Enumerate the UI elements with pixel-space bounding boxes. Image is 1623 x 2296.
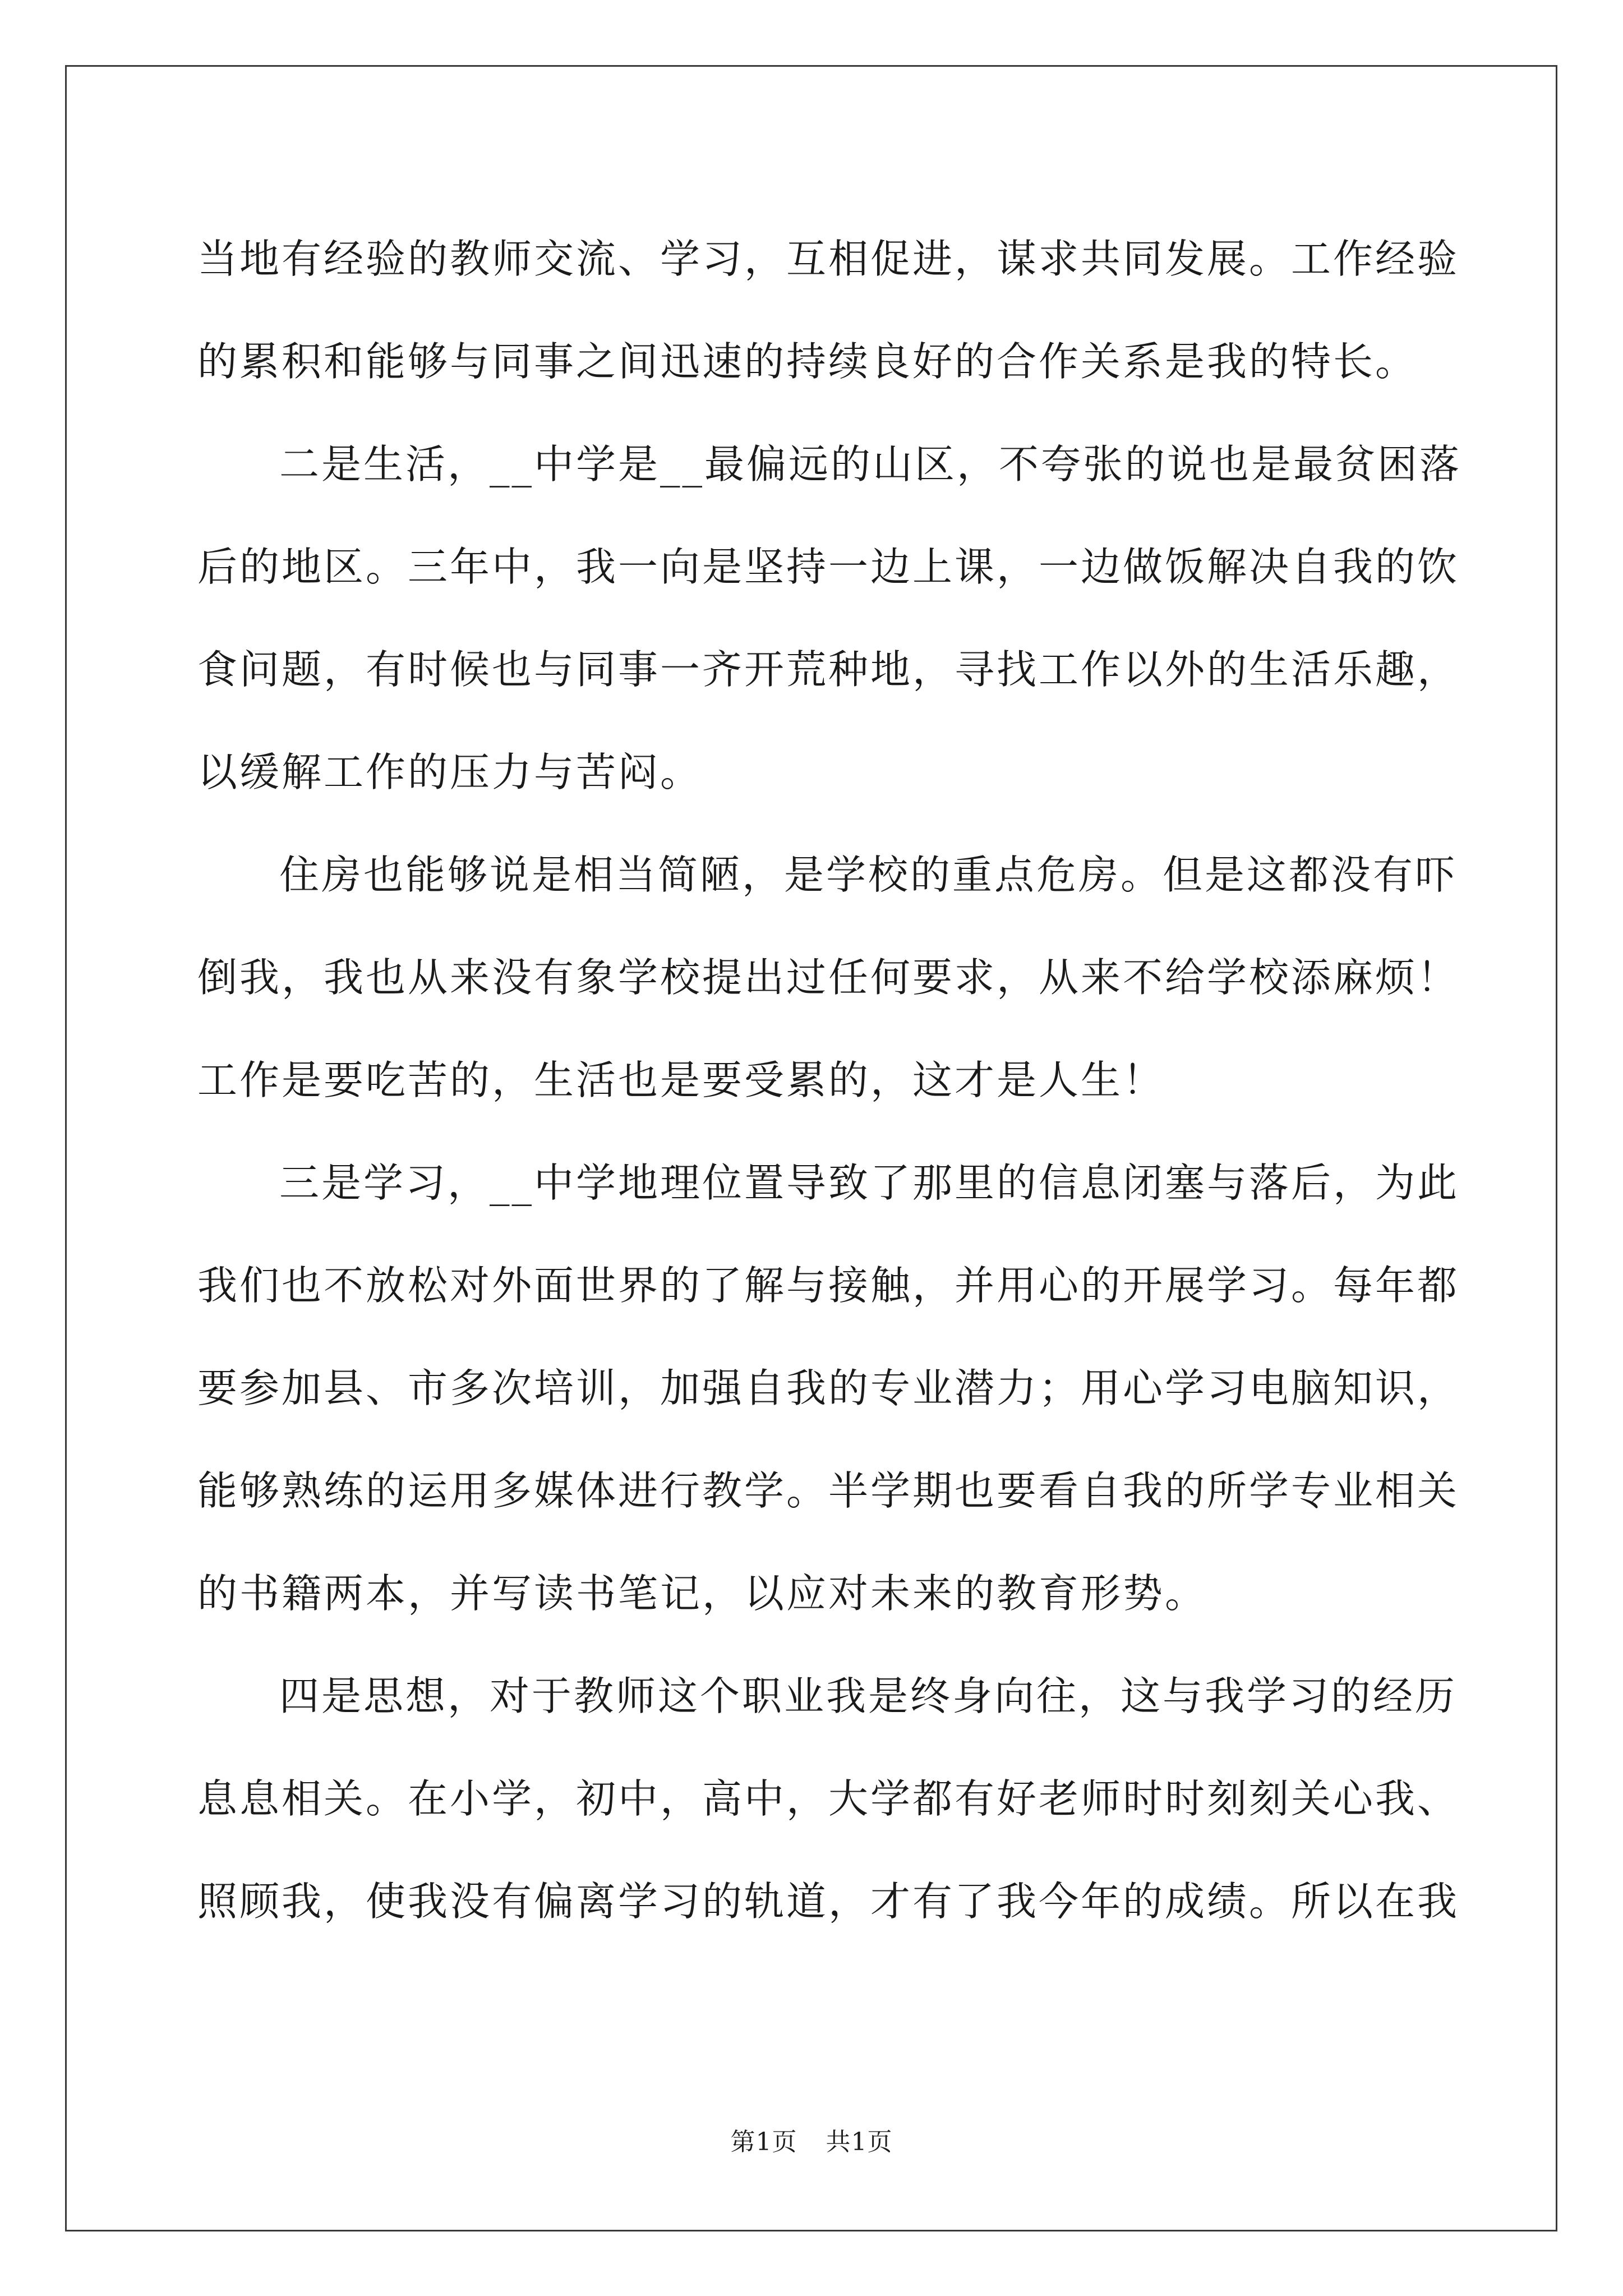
text-line: 的累积和能够与同事之间迅速的持续良好的合作关系是我的特长。 <box>197 338 1418 385</box>
text-line: 能够熟练的运用多媒体进行教学。半学期也要看自我的所学专业相关 <box>197 1467 1460 1514</box>
paragraph-1 <box>197 208 1460 413</box>
text-line: 后的地区。三年中，我一向是坚持一边上课，一边做饭解决自我的饮 <box>197 544 1460 590</box>
text-line: 照顾我，使我没有偏离学习的轨道，才有了我今年的成绩。所以在我 <box>197 1878 1460 1925</box>
paragraph-4 <box>197 1131 1460 1645</box>
text-line: 食问题，有时候也与同事一齐开荒种地，寻找工作以外的生活乐趣， <box>197 646 1460 693</box>
text-line: 三是学习，__中学地理位置导致了那里的信息闭塞与落后，为此 <box>279 1159 1460 1206</box>
page-footer <box>0 2122 1623 2157</box>
document-body <box>197 208 1462 1953</box>
page-total: 共1页 <box>826 2128 893 2156</box>
text-line: 当地有经验的教师交流、学习，互相促进，谋求共同发展。工作经验 <box>197 236 1460 282</box>
text-line: 要参加县、市多次培训，加强自我的专业潜力；用心学习电脑知识， <box>197 1365 1460 1411</box>
paragraph-5 <box>197 1645 1460 1953</box>
text-line: 息息相关。在小学，初中，高中，大学都有好老师时时刻刻关心我、 <box>197 1775 1460 1822</box>
text-line: 倒我，我也从来没有象学校提出过任何要求，从来不给学校添麻烦！ <box>197 954 1460 1001</box>
paragraph-3 <box>197 823 1460 1131</box>
paragraph-2 <box>197 413 1462 823</box>
text-line: 我们也不放松对外面世界的了解与接触，并用心的开展学习。每年都 <box>197 1262 1460 1309</box>
text-line: 的书籍两本，并写读书笔记，以应对未来的教育形势。 <box>197 1570 1207 1617</box>
text-line: 工作是要吃苦的，生活也是要受累的，这才是人生！ <box>197 1057 1165 1103</box>
text-line: 以缓解工作的压力与苦闷。 <box>197 749 703 795</box>
page-number: 第1页 <box>730 2128 797 2156</box>
text-line: 四是思想，对于教师这个职业我是终身向往，这与我学习的经历 <box>279 1673 1458 1719</box>
text-line: 住房也能够说是相当简陋，是学校的重点危房。但是这都没有吓 <box>279 852 1458 898</box>
text-line: 二是生活，__中学是__最偏远的山区，不夸张的说也是最贫困落 <box>279 441 1462 487</box>
